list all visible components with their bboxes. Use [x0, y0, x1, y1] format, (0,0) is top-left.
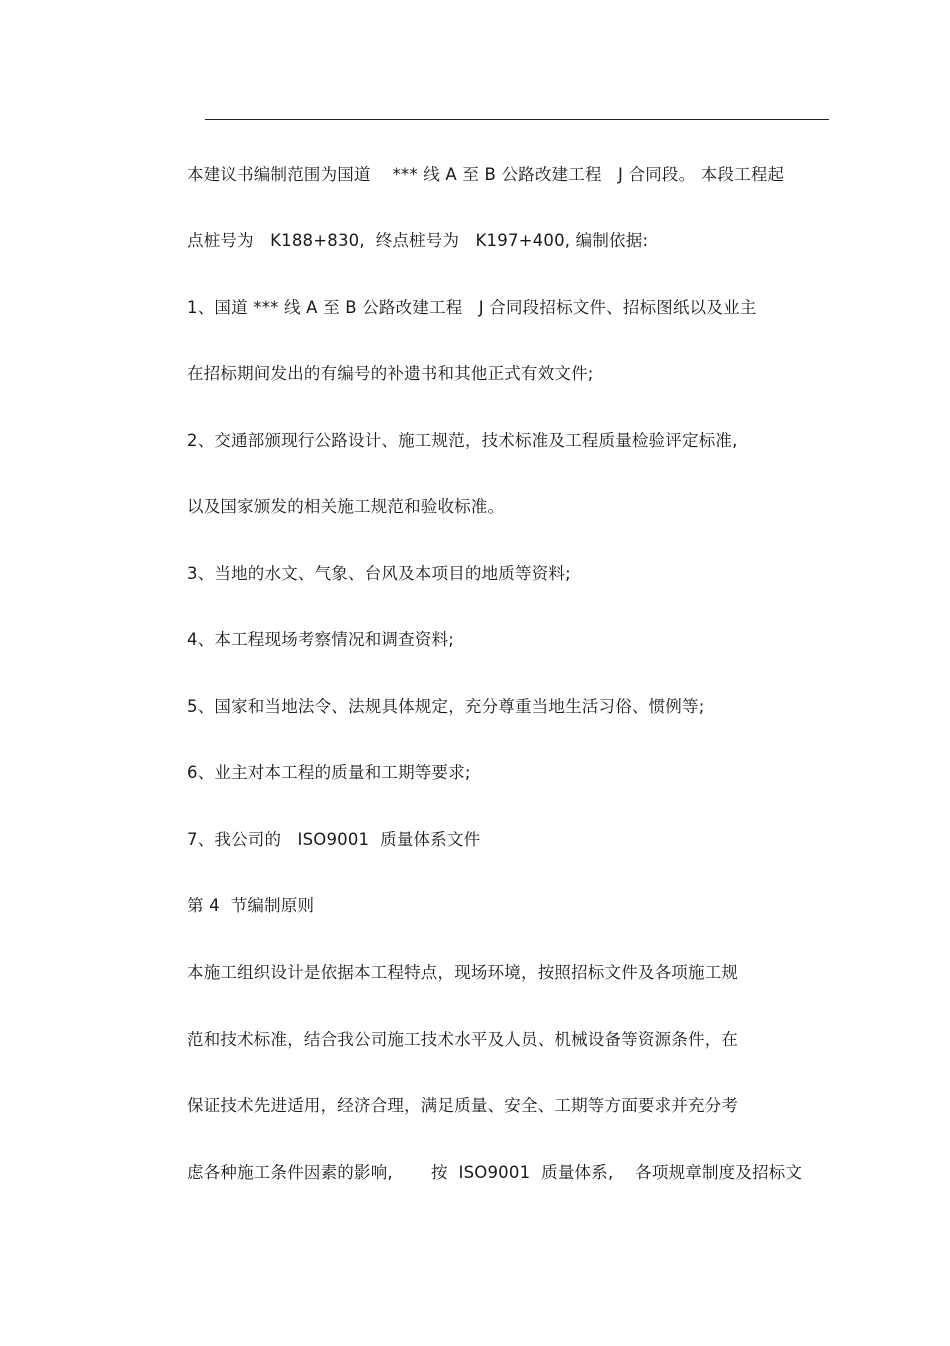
paragraph-line: 本建议书编制范围为国道 *** 线 A 至 B 公路改建工程 J 合同段。 本段工程起 [187, 165, 785, 184]
paragraph-line: 虑各种施工条件因素的影响, 按 ISO9001 质量体系, 各项规章制度及招标文 [187, 1163, 803, 1182]
header-rule [205, 119, 829, 120]
paragraph-line: 范和技术标准，结合我公司施工技术水平及人员、机械设备等资源条件，在 [187, 1030, 739, 1049]
list-item: 4、本工程现场考察情况和调查资料; [187, 630, 454, 649]
list-item: 2、交通部颁现行公路设计、施工规范，技术标准及工程质量检验评定标准, [187, 431, 738, 450]
list-item: 7、我公司的 ISO9001 质量体系文件 [187, 830, 481, 849]
paragraph-line: 在招标期间发出的有编号的补遗书和其他正式有效文件; [187, 364, 594, 383]
list-item: 5、国家和当地法令、法规具体规定，充分尊重当地生活习俗、惯例等; [187, 697, 705, 716]
list-item: 3、当地的水文、气象、台风及本项目的地质等资料; [187, 564, 571, 583]
paragraph-line: 以及国家颁发的相关施工规范和验收标准。 [187, 497, 505, 516]
list-item: 6、业主对本工程的质量和工期等要求; [187, 763, 471, 782]
paragraph-line: 本施工组织设计是依据本工程特点，现场环境，按照招标文件及各项施工规 [187, 963, 739, 982]
list-item: 1、国道 *** 线 A 至 B 公路改建工程 J 合同段招标文件、招标图纸以及业主 [187, 298, 757, 317]
paragraph-line: 点桩号为 K188+830, 终点桩号为 K197+400, 编制依据: [187, 231, 649, 250]
section-heading: 第 4 节编制原则 [187, 896, 315, 915]
paragraph-line: 保证技术先进适用，经济合理，满足质量、安全、工期等方面要求并充分考 [187, 1096, 739, 1115]
